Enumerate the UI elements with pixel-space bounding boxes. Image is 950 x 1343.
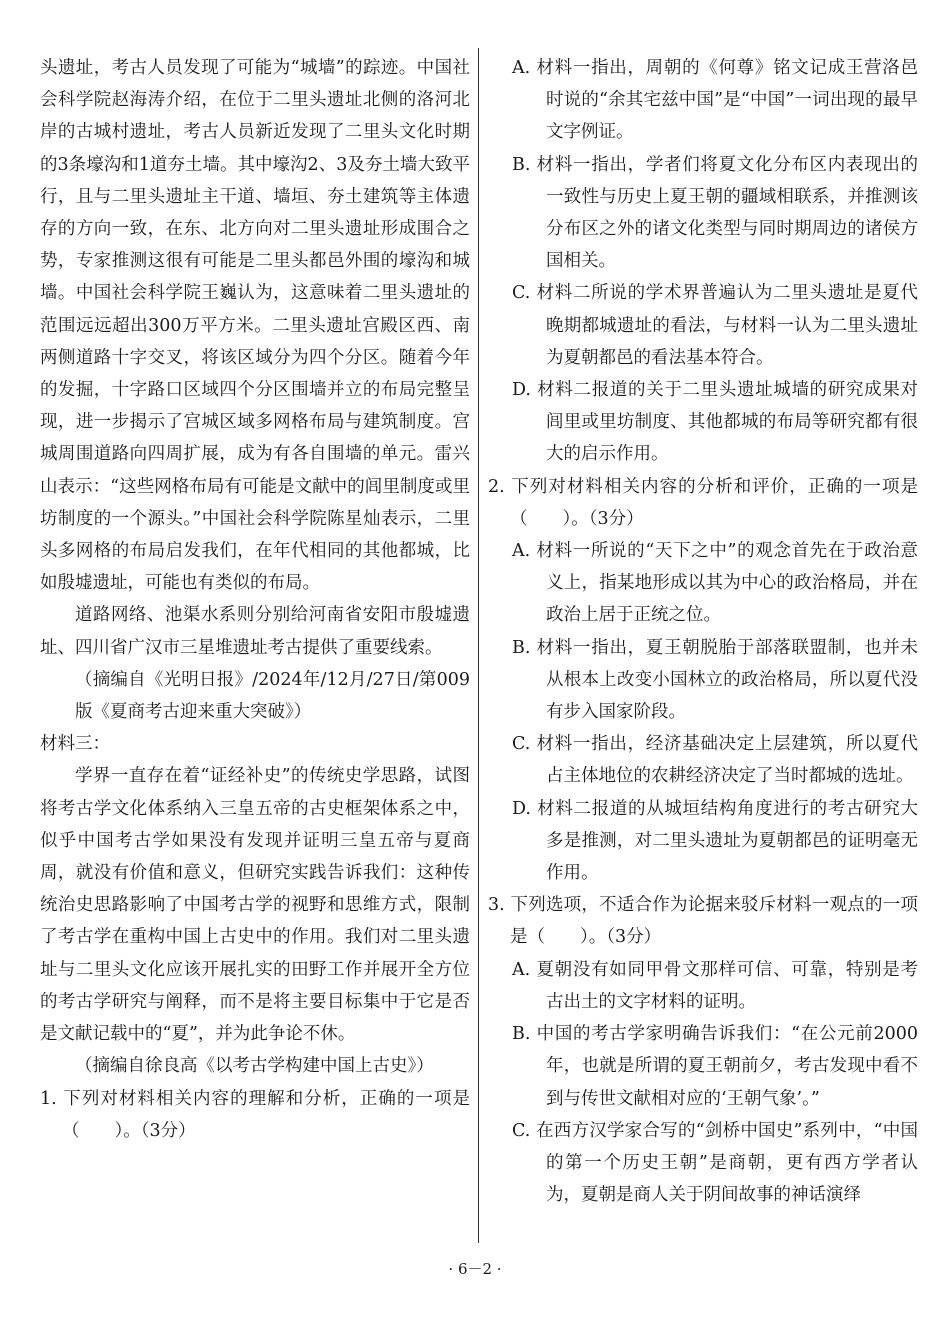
answer-option: C. 材料一指出，经济基础决定上层建筑，所以夏代占主体地位的农耕经济决定了当时都城的选址。 xyxy=(512,734,918,787)
passage-paragraph: 道路网络、池渠水系则分别给河南省安阳市殷墟遗址、四川省广汉市三星堆遗址考古提供了重要线索。 xyxy=(40,605,470,658)
answer-option: B. 材料一指出，夏王朝脱胎于部落联盟制，也并未从根本上改变小国林立的政治格局，所以夏代没有步入国家阶段。 xyxy=(512,637,918,723)
answer-option: B. 中国的考古学家明确告诉我们：“在公元前2000年，也就是所谓的夏王朝前夕，考古发现中看不到与传世文献相对应的‘王朝气象’。” xyxy=(512,1024,918,1109)
answer-option: C. 材料二所说的学术界普遍认为二里头遗址是夏代晚期都城遗址的看法，与材料一认为二里头遗址为夏朝都邑的看法基本符合。 xyxy=(512,283,918,368)
left-column xyxy=(40,52,470,1147)
answer-option: A. 材料一所说的“天下之中”的观念首先在于政治意义上，指某地形成以其为中心的政治格局，并在政治上居于正统之位。 xyxy=(512,541,918,626)
source-citation: （摘编自《光明日报》/2024年/12月/27日/第009版《夏商考古迎来重大突破》） xyxy=(75,669,470,723)
material-label: 材料三： xyxy=(40,734,110,755)
answer-option: B. 材料一指出，学者们将夏文化分布区内表现出的一致性与历史上夏王朝的疆域相联系，并推测该分布区之外的诸文化类型与同时期周边的诸侯方国相关。 xyxy=(512,154,918,272)
answer-option: C. 在西方汉学家合写的“剑桥中国史”系列中，“中国的第一个历史王朝”是商朝，更有西方学者认为，夏朝是商人关于阴间故事的神话演绎 xyxy=(512,1120,918,1206)
page-number: · 6－2 · xyxy=(448,1260,502,1278)
answer-option: D. 材料二报道的从城垣结构角度进行的考古研究大多是推测，对二里头遗址为夏朝都邑的证明毫无作用。 xyxy=(512,798,918,884)
answer-option: A. 夏朝没有如同甲骨文那样可信、可靠，特别是考古出土的文字材料的证明。 xyxy=(512,959,918,1012)
answer-option: A. 材料一指出，周朝的《何尊》铭文记成王营洛邑时说的“余其宅兹中国”是“中国”一词出现的最早文字例证。 xyxy=(512,58,918,143)
source-citation: （摘编自徐良高《以考古学构建中国上古史》） xyxy=(75,1056,434,1077)
question-stem: 3. 下列选项，不适合作为论据来驳斥材料一观点的一项是（ ）。（3分） xyxy=(488,895,918,948)
answer-option: D. 材料二报道的关于二里头遗址城墙的研究成果对闾里或里坊制度、其他都城的布局等研究都有很大的启示作用。 xyxy=(512,380,918,465)
passage-paragraph: 学界一直存在着“证经补史”的传统史学思路，试图将考古学文化体系纳入三皇五帝的古史框架体系之中，似乎中国考古学如果没有发现并证明三皇五帝与夏商周，就没有价值和意义，但研究实践告诉我们：这种传统治史思路影响了中国考古学的视野和思维方式，限制了考古学在重构中国上古史中的作用。我们对二里头遗址与二里头文化应该开展扎实的田野工作并展开全方位的考古学研究与阐释，而不是将主要目标集中于它是否是文献记载中的“夏”，并为此争论不休。 xyxy=(40,766,470,1045)
question-stem: 2. 下列对材料相关内容的分析和评价，正确的一项是（ ）。（3分） xyxy=(488,476,918,529)
right-column xyxy=(488,52,918,1211)
passage-paragraph: 头遗址，考古人员发现了可能为“城墙”的踪迹。中国社会科学院赵海涛介绍，在位于二里头遗址北侧的洛河北岸的古城村遗址，考古人员新近发现了二里头文化时期的3条壕沟和1道夯土墙。其中壕沟2、3及夯土墙大致平行，且与二里头遗址主干道、墙垣、夯土建筑等主体遗存的方向一致，在东、北方向对二里头遗址形成围合之势，专家推测这很有可能是二里头都邑外围的壕沟和城墙。中国社会科学院王巍认为，这意味着二里头遗址的范围远远超出300万平方米。二里头遗址宫殿区西、南两侧道路十字交叉，将该区域分为四个分区。随着今年的发掘，十字路口区域四个分区围墙并立的布局完整呈现，进一步揭示了宫城区域多网格布局与建筑制度。宫城周围道路向四周扩展，成为有各自围墙的单元。雷兴山表示：“这些网格布局有可能是文献中的闾里制度或里坊制度的一个源头。”中国社会科学院陈星灿表示，二里头多网格的布局启发我们，在年代相同的其他都城，比如殷墟遗址，可能也有类似的布局。 xyxy=(40,58,470,594)
column-divider xyxy=(478,48,479,1243)
question-stem: 1. 下列对材料相关内容的理解和分析，正确的一项是（ ）。（3分） xyxy=(40,1088,470,1141)
